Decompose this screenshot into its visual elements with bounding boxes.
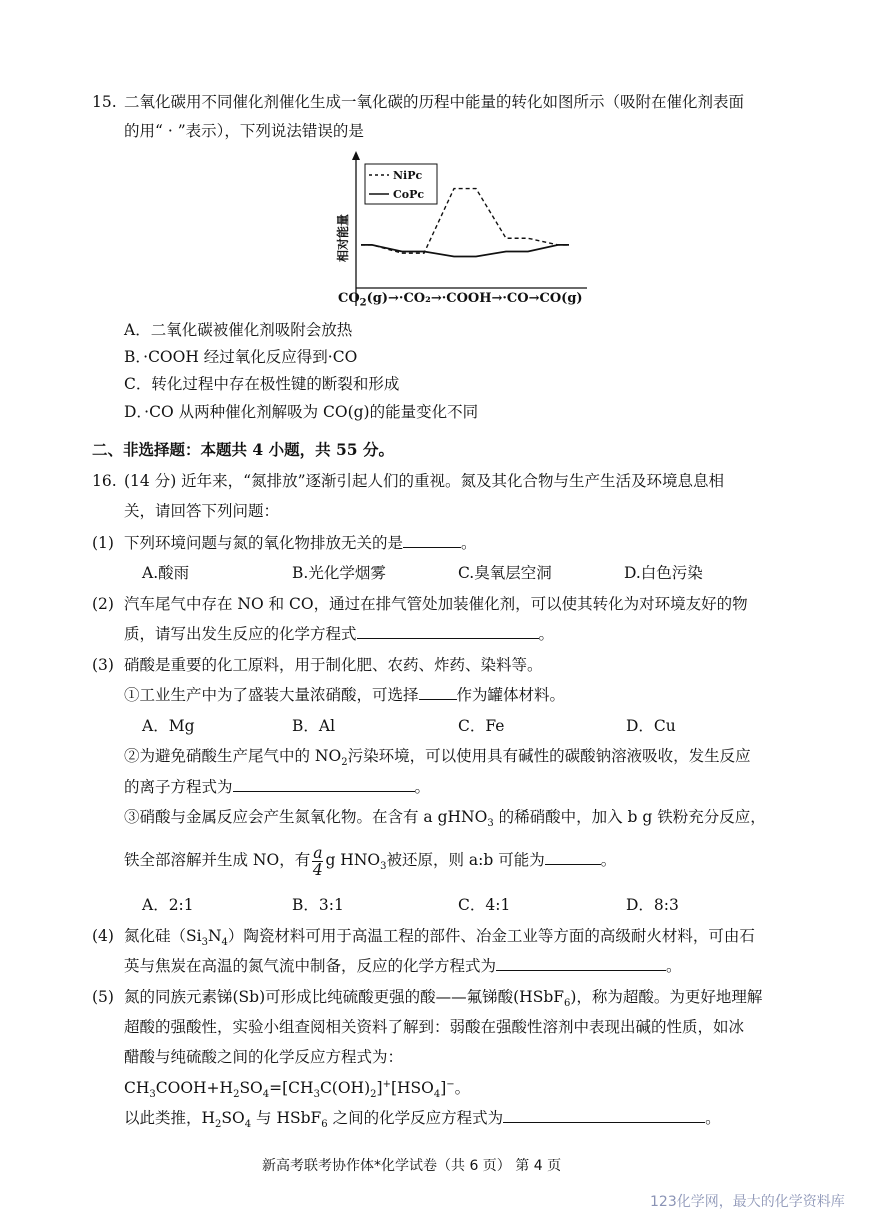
q16-p5-line1: 氮的同族元素锑(Sb)可形成比纯硫酸更强的酸——氟锑酸(HSbF$_6$)，称为超酸。为更好地理解 — [124, 988, 763, 1010]
q16-p3-s3-option-c: C．4:1 — [458, 896, 511, 914]
q16-p3-s3-line2: 铁全部溶解并生成 NO，有 $\frac{a}{4}$ g $HNO_3$被还原，则 a:b 可能为 。 — [124, 843, 617, 879]
q16-p1-option-d: D.白色污染 — [624, 564, 703, 582]
answer-blank[interactable] — [357, 624, 539, 639]
legend-label-nipc: NiPc — [393, 169, 423, 182]
section2-title: 二、非选择题：本题共 4 小题，共 55 分。 — [92, 440, 394, 459]
q16-p5-line3: 醋酸与纯硫酸之间的化学反应方程式为： — [124, 1048, 404, 1066]
answer-blank[interactable] — [496, 956, 666, 971]
q16-p1-label: (1) — [92, 534, 114, 552]
watermark: 123化学网，最大的化学资料库 — [650, 1194, 845, 1210]
answer-blank[interactable] — [419, 685, 457, 700]
y-axis-label — [335, 214, 350, 262]
q16-p4-line2: 英与焦炭在高温的氮气流中制备，反应的化学方程式为 。 — [124, 957, 682, 975]
q16-intro-line1: (14 分) 近年来，“氮排放”逐渐引起人们的重视。氮及其化合物与生产生活及环境息息相 — [124, 472, 725, 490]
q16-p2-line1: 汽车尾气中存在 NO 和 CO，通过在排气管处加装催化剂，可以使其转化为对环境友好的物 — [124, 595, 748, 613]
answer-blank[interactable] — [403, 533, 461, 548]
q15-stem-line1: 二氧化碳用不同催化剂催化生成一氧化碳的历程中能量的转化如图所示（吸附在催化剂表面 — [124, 93, 745, 111]
energy-profile-chart — [325, 148, 595, 312]
answer-blank[interactable] — [233, 777, 415, 792]
q16-p3-s2-line2: 的离子方程式为 。 — [124, 778, 431, 796]
q16-p4-line1: 氮化硅$(Si_3N_4)$陶瓷材料可用于高温工程的部件、冶金工业等方面的高级耐火材料，可由石 — [124, 927, 755, 949]
q16-p3-s3-line1: ③硝酸与金属反应会产生氮氧化物。在含有 a gHNO$_3$ 的稀硝酸中，加入 b g 铁粉充分反应， — [124, 808, 766, 830]
q16-p3-s1-option-d: D．Cu — [626, 717, 676, 735]
q16-p1-option-b: B.光化学烟雾 — [292, 564, 386, 582]
q16-number: 16. — [92, 472, 117, 490]
q16-p3-s1-option-b: B．Al — [292, 717, 336, 735]
q16-p4-label: (4) — [92, 927, 114, 945]
q16-p3-s3-option-a: A．2:1 — [142, 896, 194, 914]
q16-p3-intro: 硝酸是重要的化工原料，用于制化肥、农药、炸药、染料等。 — [124, 656, 543, 674]
q15-option-d: D．·CO 从两种催化剂解吸为 CO(g)的能量变化不同 — [124, 403, 479, 421]
x-axis-path-labels: $CO_2(g)\to\cdot CO_2\to\cdot COOH\to\cdot CO\to CO(g)$ — [338, 291, 583, 309]
q15-stem-line2: 的用“ · ”表示），下列说法错误的是 — [124, 122, 364, 140]
q16-p1-text: 下列环境问题与氮的氧化物排放无关的是 。 — [124, 534, 477, 552]
y-axis-arrow — [352, 151, 360, 160]
q16-p1-option-a: A.酸雨 — [142, 564, 190, 582]
q16-p5-label: (5) — [92, 988, 114, 1006]
q15-option-c: C．转化过程中存在极性键的断裂和形成 — [124, 375, 400, 393]
q16-p3-s3-option-d: D．8:3 — [626, 896, 679, 914]
q15-option-b: B．·COOH 经过氧化反应得到·CO — [124, 348, 358, 366]
q15-number: 15. — [92, 93, 117, 111]
q16-p5-equation: $CH_3COOH+H_2SO_4=[CH_3C(OH)_2]^+[HSO_4]^-$。 — [124, 1078, 471, 1101]
q16-p5-line5: 以此类推，$H_2SO_4$ 与 HSbF$_6$ 之间的化学反应方程式为 。 — [124, 1109, 721, 1131]
svg-text:相对能量: 相对能量 — [336, 213, 350, 263]
answer-blank[interactable] — [545, 850, 601, 865]
q16-intro-line2: 关，请回答下列问题： — [124, 502, 280, 520]
q16-p3-s1: ①工业生产中为了盛装大量浓硝酸，可选择 作为罐体材料。 — [124, 686, 566, 704]
legend-label-copc: CoPc — [393, 188, 425, 201]
q15-option-a: A．二氧化碳被催化剂吸附会放热 — [124, 321, 353, 339]
q16-p3-s1-option-c: C．Fe — [458, 717, 505, 735]
q16-p2-label: (2) — [92, 595, 114, 613]
chart-legend — [365, 164, 437, 204]
page-footer: 新高考联考协作体*化学试卷（共 6 页） 第 4 页 — [262, 1158, 562, 1174]
q16-p3-s1-option-a: A．Mg — [142, 717, 195, 735]
q16-p2-line2: 质，请写出发生反应的化学方程式 。 — [124, 625, 555, 643]
answer-blank[interactable] — [503, 1108, 705, 1123]
fraction-a-over-4: $\frac{a}{4}$ — [312, 843, 323, 879]
q16-p3-s3-option-b: B．3:1 — [292, 896, 344, 914]
q16-p3-s2-line1: ②为避免硝酸生产尾气中的 $NO_2$污染环境，可以使用具有碱性的碳酸钠溶液吸收，发生反应 — [124, 747, 751, 769]
q16-p1-option-c: C.臭氧层空洞 — [458, 564, 552, 582]
q16-p3-label: (3) — [92, 656, 114, 674]
series-line-copc — [361, 245, 569, 257]
q16-p5-line2: 超酸的强酸性，实验小组查阅相关资料了解到：弱酸在强酸性溶剂中表现出碱的性质，如冰 — [124, 1018, 745, 1036]
